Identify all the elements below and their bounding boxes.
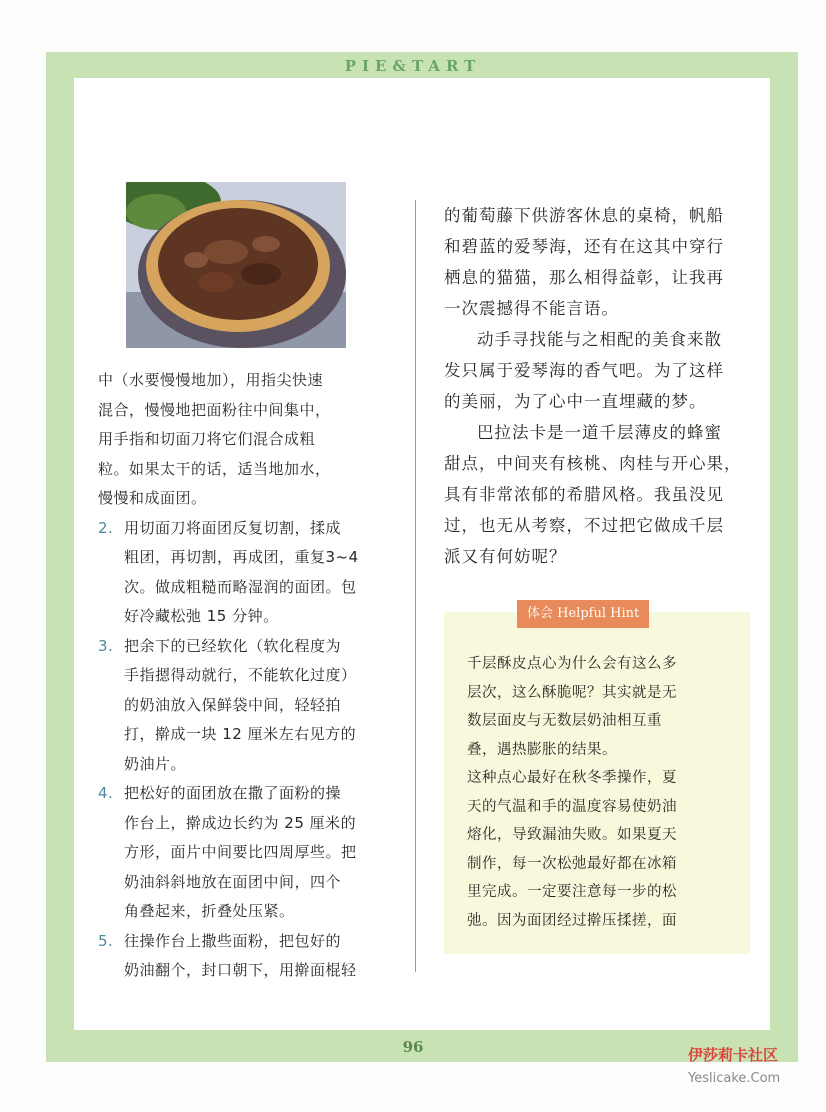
watermark-chinese: 伊莎莉卡社区 (688, 1046, 779, 1064)
step-2 (98, 514, 398, 632)
text-line: 慢慢和成面团。 (98, 489, 207, 507)
text-line: 打，擀成一块 12 厘米左右见方的 (124, 725, 357, 743)
right-column (444, 200, 762, 572)
helpful-hint-text (467, 650, 739, 935)
text-line: 发只属于爱琴海的香气吧。为了这样 (444, 361, 724, 380)
text-line: 天的气温和手的温度容易使奶油 (467, 798, 677, 815)
step-number: 2. (98, 518, 114, 537)
page-number: 96 (402, 1038, 424, 1056)
paragraph (444, 324, 762, 417)
step-number: 5. (98, 931, 114, 950)
text-line: 这种点心最好在秋冬季操作，夏 (467, 770, 677, 786)
text-line: 栖息的猫猫，那么相得益彰，让我再 (444, 268, 724, 287)
step-5 (98, 927, 398, 986)
text-line: 的奶油放入保鲜袋中间，轻轻拍 (124, 695, 342, 714)
text-line: 作台上，擀成边长约为 25 厘米的 (124, 813, 357, 832)
text-line: 弛。因为面团经过擀压揉搓，面 (467, 912, 677, 929)
text-line: 甜点，中间夹有核桃、肉桂与开心果， (444, 454, 742, 473)
step-4 (98, 779, 398, 927)
text-line: 熔化，导致漏油失败。如果夏天 (467, 827, 677, 843)
text-line: 巴拉法卡是一道千层薄皮的蜂蜜 (477, 423, 722, 442)
text-line: 方形，面片中间要比四周厚些。把 (124, 843, 357, 861)
text-line: 具有非常浓郁的希腊风格。我虽没见 (444, 485, 724, 504)
text-line: 层次，这么酥脆呢？其实就是无 (467, 684, 677, 701)
column-divider (415, 200, 416, 972)
intro-paragraph (98, 366, 398, 514)
text-line: 一次震撼得不能言语。 (444, 299, 619, 318)
text-line: 角叠起来，折叠处压紧。 (124, 902, 295, 920)
text-line: 的葡萄藤下供游客休息的桌椅，帆船 (444, 206, 724, 225)
text-line: 混合，慢慢地把面粉往中间集中， (98, 400, 331, 419)
watermark-english: Yeslicake.Com (688, 1071, 781, 1086)
text-line: 派又有何妨呢？ (444, 547, 567, 566)
text-line: 好冷藏松弛 15 分钟。 (124, 607, 279, 625)
text-line: 次。做成粗糙而略湿润的面团。包 (124, 577, 357, 596)
text-line: 用手指和切面刀将它们混合成粗 (98, 430, 316, 448)
page-header-title: PIE&TART (344, 57, 482, 75)
hint-paragraph (467, 650, 739, 764)
text-line: 动手寻找能与之相配的美食来散 (477, 330, 722, 349)
text-line: 粗团，再切割，再成团，重复3~4 (124, 548, 359, 566)
hint-paragraph (467, 764, 739, 935)
text-line: 手指摁得动就行，不能软化过度） (124, 666, 357, 684)
step-3 (98, 632, 398, 780)
text-line: 叠，遇热膨胀的结果。 (467, 741, 617, 758)
text-line: 奶油斜斜地放在面团中间，四个 (124, 872, 342, 891)
pie-photo (126, 182, 346, 348)
text-line: 把余下的已经软化（软化程度为 (124, 636, 342, 655)
step-number: 4. (98, 784, 114, 802)
left-column (98, 366, 398, 986)
text-line: 把松好的面团放在撒了面粉的操 (124, 784, 342, 802)
text-line: 数层面皮与无数层奶油相互重 (467, 713, 662, 729)
text-line: 的美丽，为了心中一直埋藏的梦。 (444, 392, 707, 411)
text-line: 用切面刀将面团反复切割，揉成 (124, 518, 342, 537)
text-line: 和碧蓝的爱琴海，还有在这其中穿行 (444, 237, 724, 256)
text-line: 奶油片。 (124, 754, 187, 773)
text-line: 千层酥皮点心为什么会有这么多 (467, 656, 677, 672)
text-line: 过，也无从考察，不过把它做成千层 (444, 516, 724, 535)
text-line: 制作，每一次松弛最好都在冰箱 (467, 855, 677, 872)
text-line: 中（水要慢慢地加），用指尖快速 (98, 371, 324, 389)
paragraph (444, 200, 762, 324)
helpful-hint-tag: 体会 Helpful Hint (517, 600, 649, 628)
pie-photo-icon (126, 182, 346, 348)
text-line: 里完成。一定要注意每一步的松 (467, 884, 677, 900)
step-number: 3. (98, 636, 114, 655)
text-line: 粒。如果太干的话，适当地加水， (98, 459, 331, 478)
text-line: 奶油翻个，封口朝下，用擀面棍轻 (124, 961, 357, 979)
paragraph (444, 417, 762, 572)
text-line: 往操作台上撒些面粉，把包好的 (124, 931, 342, 950)
